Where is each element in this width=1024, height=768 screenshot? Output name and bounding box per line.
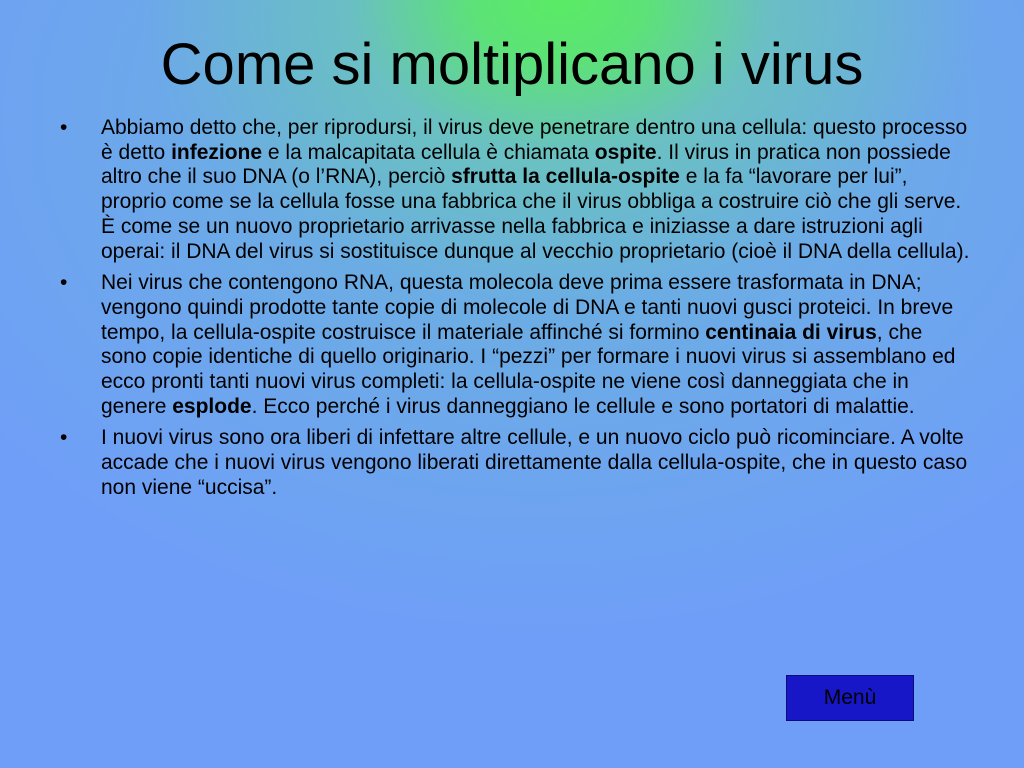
bullet-item: [60, 116, 970, 264]
text-run: e la malcapitata cellula è chiamata: [262, 140, 595, 164]
bullet-item: [60, 426, 970, 500]
text-run: Abbiamo detto che, per riprodursi, il virus deve penetrare dentro una cellula: questo processo è detto: [101, 116, 968, 164]
text-run: , che sono copie identiche di quello originario. I “pezzi” per formare i nuovi virus si assemblano ed ecco pronti tanti nuovi virus completi: la cellula-ospite ne viene così danneggiata che in genere: [101, 320, 956, 418]
bold-term-sfrutta: sfrutta la cellula-ospite: [451, 165, 680, 189]
text-run: . Ecco perché i virus danneggiano le cellule e sono portatori di malattie.: [251, 394, 915, 418]
bullet-text: [101, 116, 969, 263]
text-run: Nei virus che contengono RNA, questa molecola deve prima essere trasformata in DNA; vengono quindi prodotte tante copie di molecole di DNA e tanti nuovi gusci proteici. In breve tempo, la cellula-ospite costruisce il materiale affinché si formino: [101, 271, 954, 344]
bullet-list: [60, 116, 970, 508]
text-run: . Il virus in pratica non possiede altro che il suo DNA (o l’RNA), perciò: [101, 140, 951, 189]
bold-term-ospite: ospite: [594, 140, 657, 164]
bullet-dot-icon: •: [60, 116, 68, 139]
text-run: e la fa “lavorare per lui”, proprio come se la cellula fosse una fabbrica che il virus obbliga a costruire ciò che gli serve. È come se un nuovo proprietario arrivasse nella fabbrica e iniziasse a dare istruzioni agli operai: il DNA del virus si sostituisce dunque al vecchio proprietario (cioè il DNA della cellula).: [101, 165, 970, 263]
slide-title: Come si moltiplicano i virus: [160, 32, 864, 97]
bullet-text: [101, 426, 967, 498]
text-run: I nuovi virus sono ora liberi di infettare altre cellule, e un nuovo ciclo può ricominciare. A volte accade che i nuovi virus vengono liberati direttamente dalla cellula-ospite, che in questo caso non viene “uccisa”.: [101, 426, 968, 499]
bold-term-centinaia: centinaia di virus: [705, 320, 877, 344]
bold-term-infezione: infezione: [171, 140, 263, 164]
bullet-item: [60, 271, 970, 419]
bullet-text: [101, 271, 955, 418]
bold-term-esplode: esplode: [172, 394, 252, 418]
bullet-dot-icon: •: [60, 271, 68, 295]
bullet-dot-icon: •: [60, 426, 68, 450]
menu-button[interactable]: Menù: [786, 675, 914, 721]
